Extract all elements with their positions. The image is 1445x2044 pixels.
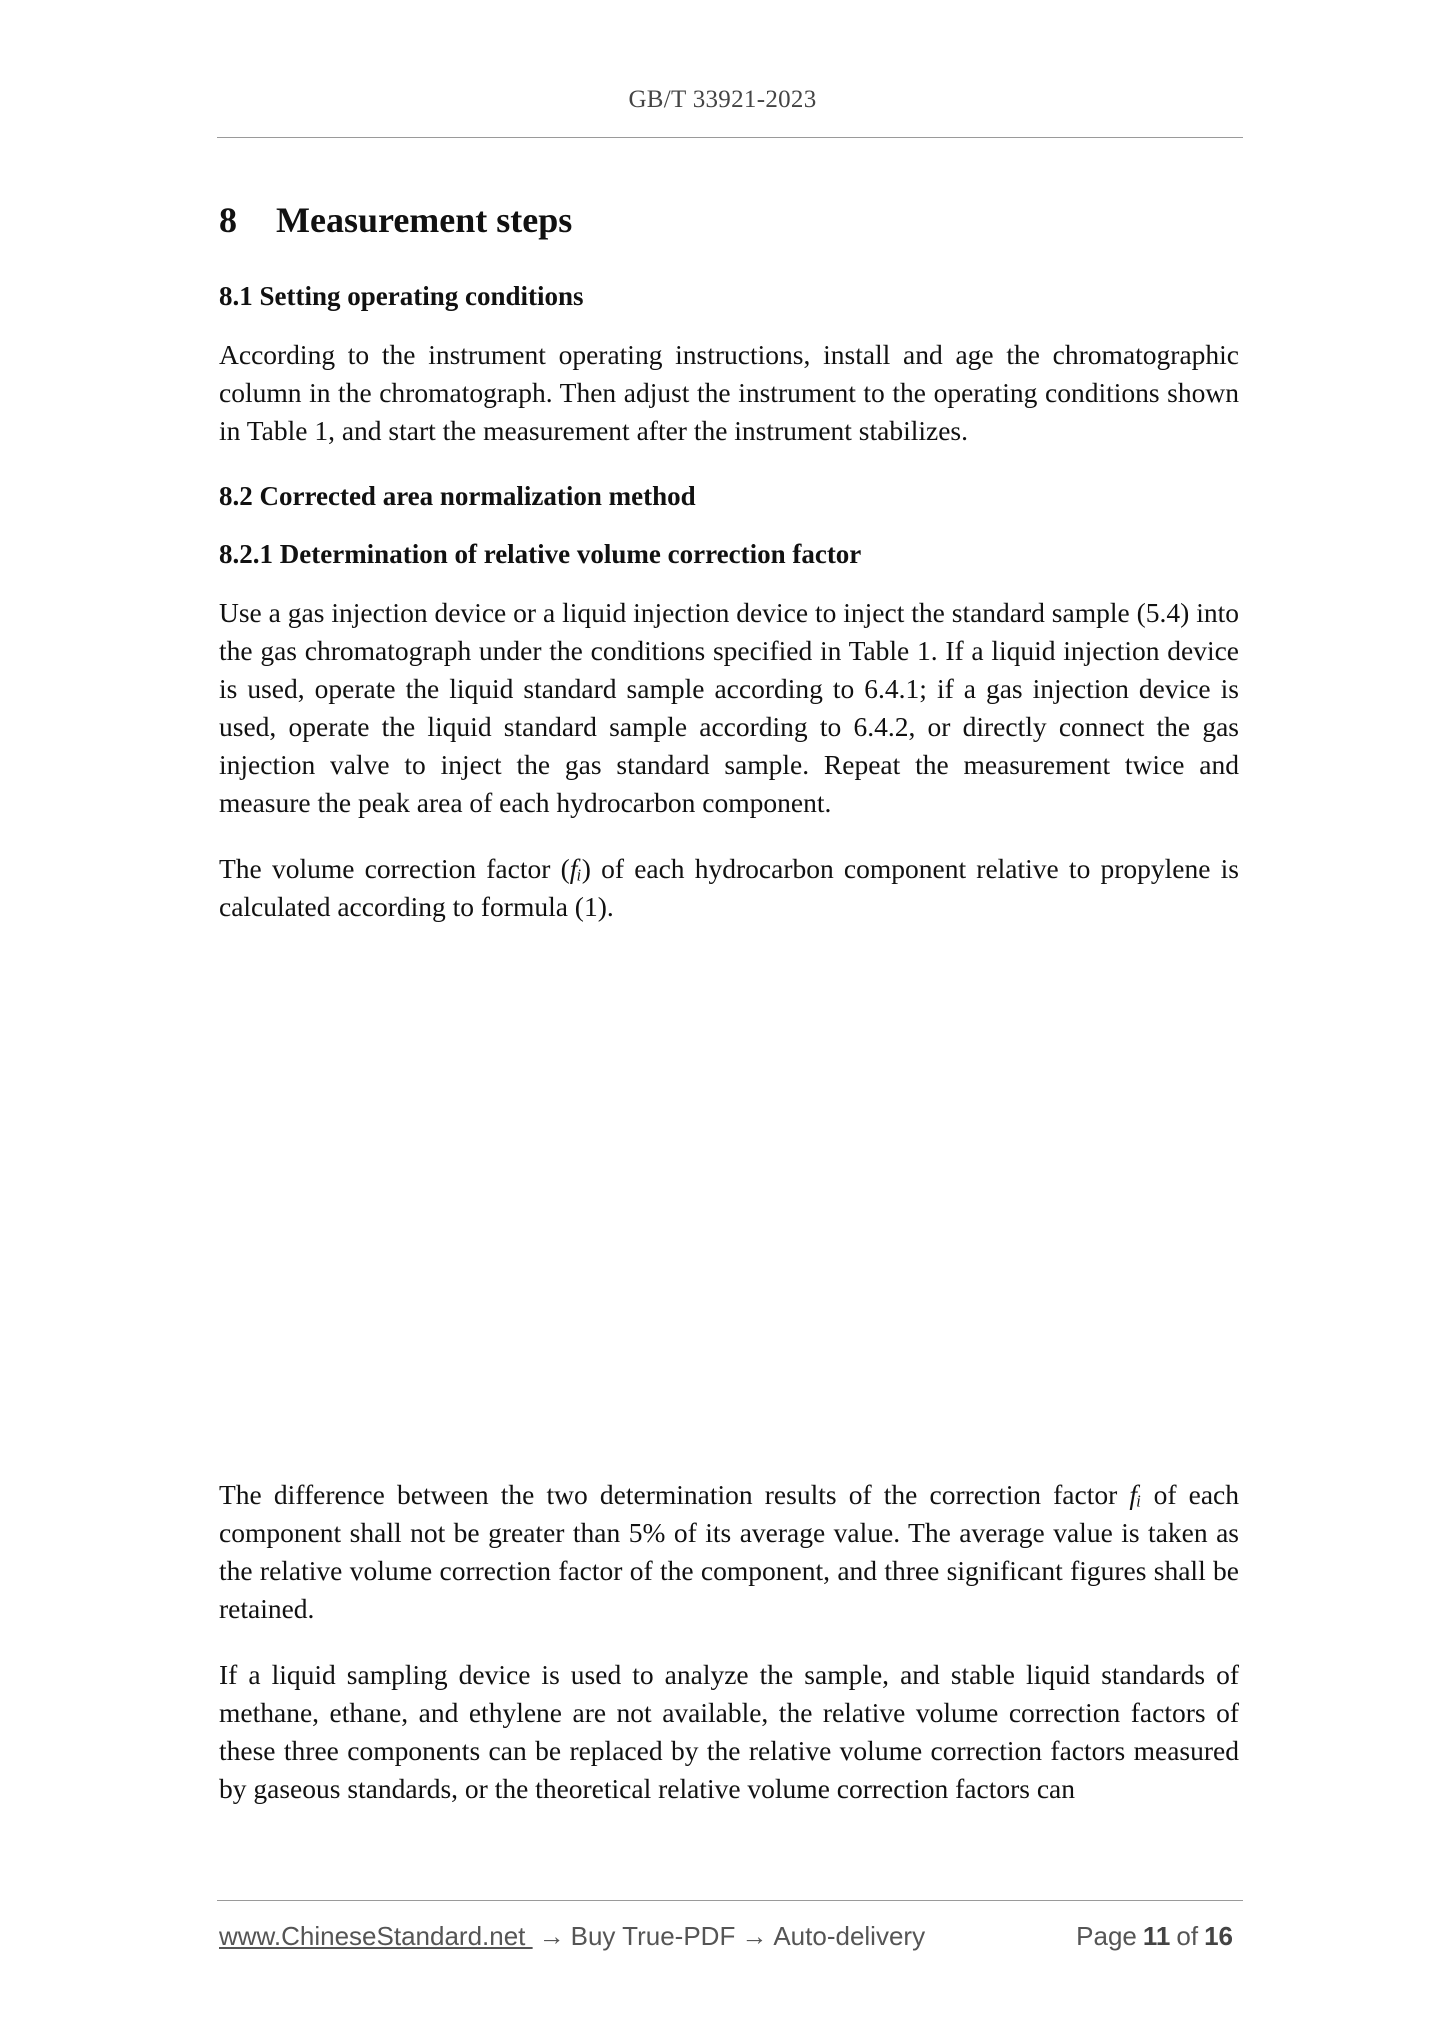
paragraph-text: ) of each hydrocarbon component relative to propylene is calculated according to formula (1). [219,853,1240,922]
paragraph-injection-procedure: Use a gas injection device or a liquid injection device to inject the standard sample (5.4) into the gas chromatograph under the conditions specified in Table 1. If a liquid injection device is used, operate the liquid standard sample according to 6.4.1; if a gas injection device is used, operate the liquid standard sample according to 6.4.2, or directly connect the gas injection valve to inject the gas standard sample. Repeat the measurement twice and measure the peak area of each hydrocarbon component. [219,597,1239,818]
arrow-right-icon: → [741,1921,768,1951]
buy-true-pdf-text: Buy True-PDF [570,1921,736,1951]
footer-divider [217,1900,1243,1901]
subsection-8-1-title: 8.1 Setting operating conditions [219,281,584,311]
page-current: 11 [1142,1921,1171,1951]
page-indicator [1076,1918,1239,1954]
footer [219,1918,1239,1954]
formula-blank-area [219,954,1239,1476]
paragraph-text: The volume correction factor ( [219,853,570,884]
section-title: Measurement steps [276,200,573,240]
symbol-fi: fᵢ [1129,1479,1142,1510]
paragraph-difference-rule [219,1476,1239,1628]
subsection-8-2-title: 8.2 Corrected area normalization method [219,481,696,511]
paragraph-text: The difference between the two determination results of the correction factor [219,1479,1130,1510]
standard-number-header: GB/T 33921-2023 [628,86,817,113]
paragraph-liquid-sampling: If a liquid sampling device is used to analyze the sample, and stable liquid standards of methane, ethane, and ethylene are not available, the relative volume correction factors of these three components can be replaced by the relative volume correction factors measured by gaseous standards, or the theoretical relative volume correction factors can [219,1659,1239,1804]
section-heading [219,192,1239,248]
header-divider [217,137,1243,138]
paragraph-correction-factor-formula [219,850,1239,926]
page-total: 16 [1204,1921,1233,1951]
page-of: of [1176,1921,1199,1951]
symbol-fi: fᵢ [569,853,582,884]
subsection-8-1-paragraph: According to the instrument operating instructions, install and age the chromatographic column in the chromatograph. Then adjust the instrument to the operating conditions shown in Table 1, and start the measurement after the instrument stabilizes. [219,339,1239,446]
arrow-right-icon: → [538,1921,565,1951]
website-link[interactable]: www.ChineseStandard.net [219,1921,533,1951]
subsection-8-2-1-title: 8.2.1 Determination of relative volume correction factor [219,539,862,569]
page-label: Page [1076,1921,1137,1951]
auto-delivery-text: Auto-delivery [773,1921,926,1951]
page-body [219,192,1239,1836]
section-number: 8 [219,200,237,240]
paragraph-text: of each component shall not be greater than 5% of its average value. The average value is taken as the relative volume correction factor of the component, and three significant figures shall be retained. [219,1479,1239,1624]
